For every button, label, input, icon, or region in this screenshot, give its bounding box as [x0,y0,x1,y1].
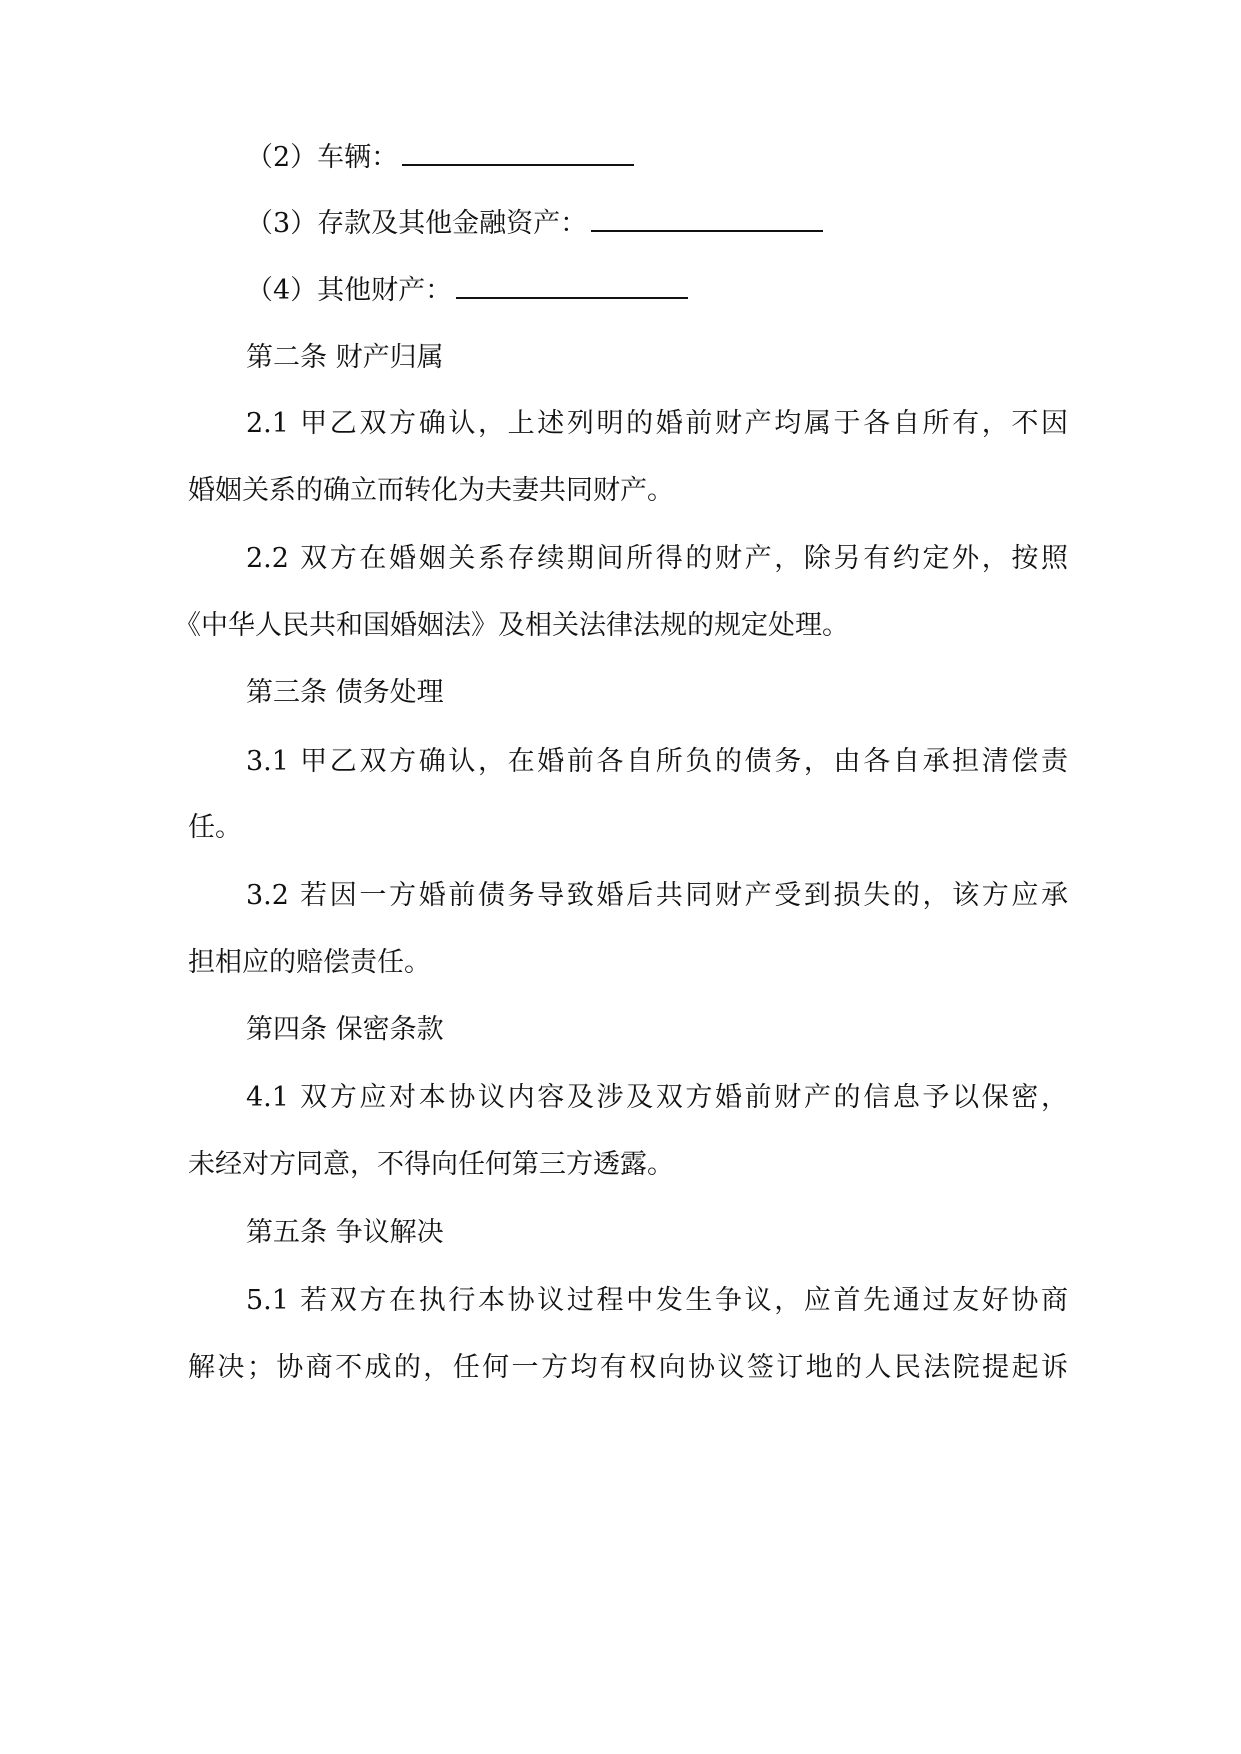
other-assets-item [246,271,1126,311]
article-3-1-line1: 3.1 甲乙双方确认，在婚前各自所负的债务，由各自承担清偿责 [246,746,1068,777]
article-2-1-line1: 2.1 甲乙双方确认，上述列明的婚前财产均属于各自所有，不因 [246,408,1068,439]
article-2-1-line2: 婚姻关系的确立而转化为夫妻共同财产。 [188,475,674,506]
article-3-1-line2: 任。 [188,812,242,843]
article-4-1-line1: 4.1 双方应对本协议内容及涉及双方婚前财产的信息予以保密， [246,1082,1068,1113]
article-3-2-line1: 3.2 若因一方婚前债务导致婚后共同财产受到损失的，该方应承 [246,880,1068,911]
article-2-heading: 第二条 财产归属 [246,342,444,373]
deposits-item [246,204,1126,244]
article-5-heading: 第五条 争议解决 [246,1217,444,1248]
vehicle-label: （2）车辆： [246,142,399,173]
article-2-2-line2: 《中华人民共和国婚姻法》及相关法律法规的规定处理。 [174,610,849,641]
deposits-blank-field[interactable] [591,204,823,232]
article-3-heading: 第三条 债务处理 [246,677,444,708]
other-assets-blank-field[interactable] [456,271,688,299]
article-5-1-line2: 解决；协商不成的，任何一方均有权向协议签订地的人民法院提起诉 [188,1352,1068,1383]
article-4-1-line2: 未经对方同意，不得向任何第三方透露。 [188,1149,674,1180]
article-2-2-line1: 2.2 双方在婚姻关系存续期间所得的财产，除另有约定外，按照 [246,543,1068,574]
vehicle-item [246,138,1126,178]
article-3-2-line2: 担相应的赔偿责任。 [188,947,431,978]
deposits-label: （3）存款及其他金融资产： [246,208,588,239]
article-5-1-line1: 5.1 若双方在执行本协议过程中发生争议，应首先通过友好协商 [246,1285,1068,1316]
vehicle-blank-field[interactable] [402,138,634,166]
article-4-heading: 第四条 保密条款 [246,1014,444,1045]
other-assets-label: （4）其他财产： [246,275,453,306]
